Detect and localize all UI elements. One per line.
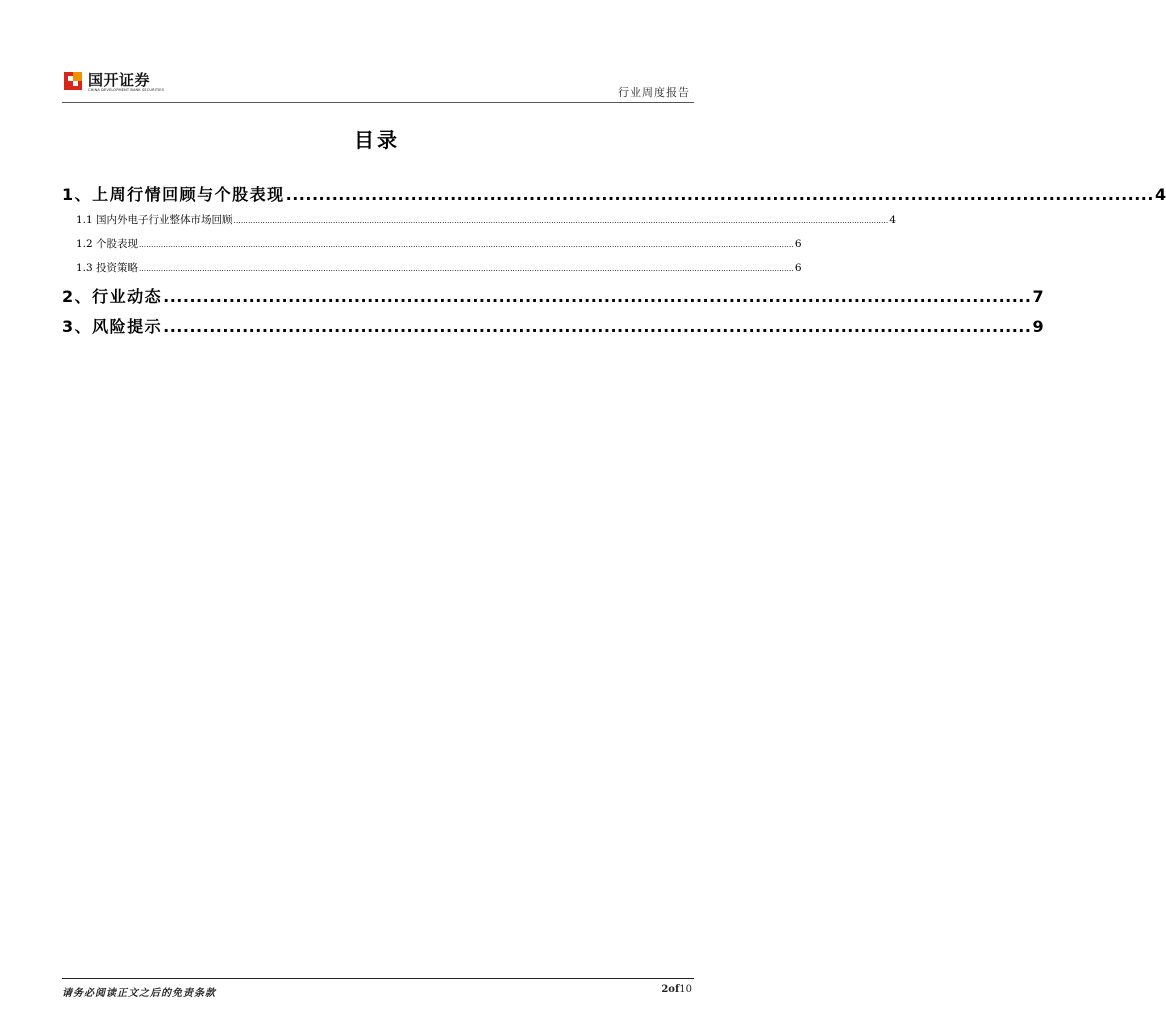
- toc-entry-page: 4: [1154, 185, 1166, 204]
- company-logo: [62, 68, 182, 98]
- footer-disclaimer: 请务必阅读正文之后的免责条款: [62, 988, 216, 999]
- page-current: 2: [661, 984, 669, 995]
- toc-entry-1[interactable]: [62, 182, 1166, 205]
- report-type: 行业周度报告: [618, 86, 690, 99]
- toc-entry-page: 4: [889, 214, 897, 226]
- page-header: [62, 68, 694, 103]
- toc-entry-page: 7: [1032, 287, 1044, 306]
- logo-name: 国开证券: [88, 71, 151, 89]
- page-number: [661, 984, 692, 995]
- toc-leader: ....................................................................................................................................: [163, 287, 1032, 306]
- toc-entry-label: 1.3 投资策略: [76, 262, 139, 274]
- toc-entry-3[interactable]: [62, 314, 1044, 337]
- toc-entry-page: 9: [1032, 317, 1044, 336]
- toc-leader: ....................................................................................................................................: [285, 185, 1154, 204]
- toc-entry-1-1[interactable]: [76, 212, 897, 227]
- toc-entry-label: 2、行业动态: [62, 287, 163, 306]
- logo-subtitle: CHINA DEVELOPMENT BANK SECURITIES: [88, 88, 165, 92]
- toc-entry-1-2[interactable]: [76, 236, 802, 251]
- page-footer: [62, 978, 694, 1001]
- toc-entry-page: 6: [794, 262, 802, 274]
- toc-entry-1-3[interactable]: [76, 260, 802, 275]
- toc-leader: ..............................................................................................................................................................................................................................................................................: [139, 241, 794, 249]
- toc-entry-label: 1.1 国内外电子行业整体市场回顾: [76, 214, 233, 226]
- toc-title: 目录: [354, 128, 400, 152]
- toc-entry-label: 3、风险提示: [62, 317, 163, 336]
- toc-leader: ....................................................................................................................................: [163, 317, 1032, 336]
- toc-entry-label: 1.2 个股表现: [76, 238, 139, 250]
- toc-leader: ..............................................................................................................................................................................................................................................................................: [139, 265, 794, 273]
- page-of: of: [668, 984, 680, 995]
- toc-entry-label: 1、上周行情回顾与个股表现: [62, 185, 285, 204]
- toc-entry-page: 6: [794, 238, 802, 250]
- toc-entry-2[interactable]: [62, 284, 1044, 307]
- logo-mark-icon: [64, 72, 82, 90]
- page-total: 10: [679, 984, 692, 995]
- toc-leader: ..............................................................................................................................................................................................................................................................................: [233, 217, 889, 225]
